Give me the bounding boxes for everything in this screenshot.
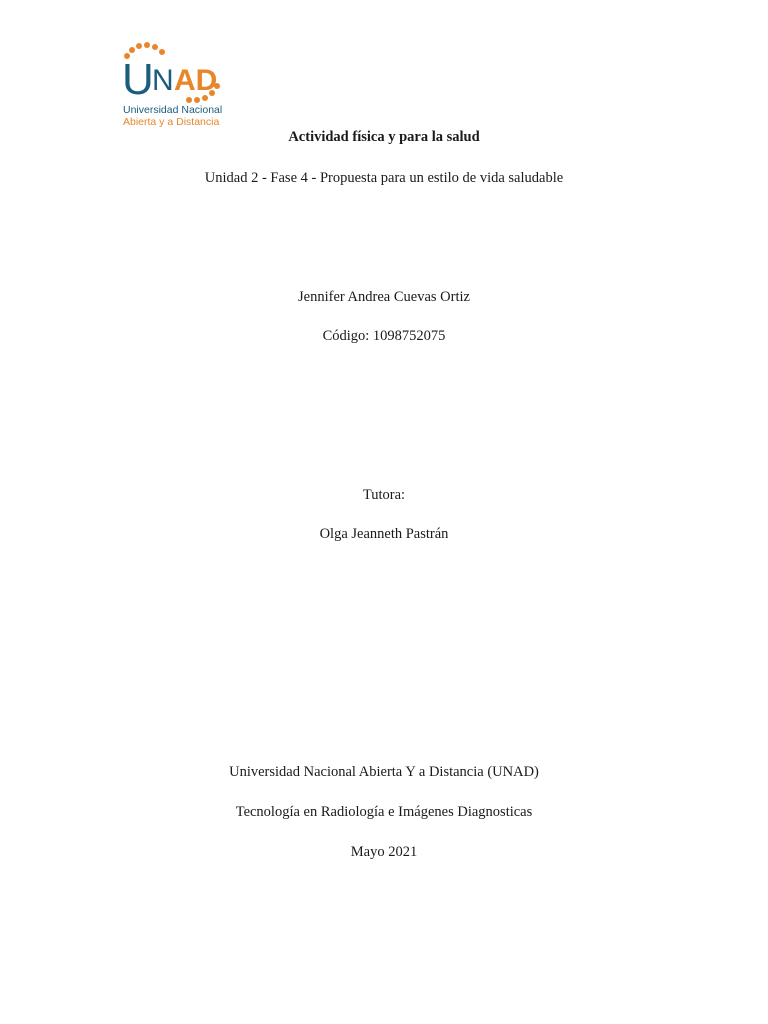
student-code: Código: 1098752075	[322, 328, 446, 344]
assignment-title: Unidad 2 - Fase 4 - Propuesta para un estilo de vida saludable	[204, 170, 564, 186]
logo-caption-line1: Universidad Nacional	[123, 104, 223, 116]
tutor-label: Tutora:	[362, 487, 406, 503]
student-name: Jennifer Andrea Cuevas Ortiz	[298, 289, 470, 305]
document-date: Mayo 2021	[350, 844, 418, 860]
logo-letter-n: N	[152, 64, 174, 97]
tutor-name: Olga Jeanneth Pastrán	[319, 526, 449, 542]
unad-logo-mark	[118, 42, 238, 104]
logo-letter-u: U	[122, 55, 154, 104]
logo-caption	[123, 104, 222, 128]
university-name: Universidad Nacional Abierta Y a Distancia (UNAD)	[229, 764, 539, 780]
program-name: Tecnología en Radiología e Imágenes Diagnosticas	[235, 804, 533, 820]
course-title: Actividad física y para la salud	[288, 129, 480, 145]
logo-caption-line2: Abierta y a Distancia	[123, 116, 220, 128]
logo-letters-ad: AD	[174, 64, 218, 97]
